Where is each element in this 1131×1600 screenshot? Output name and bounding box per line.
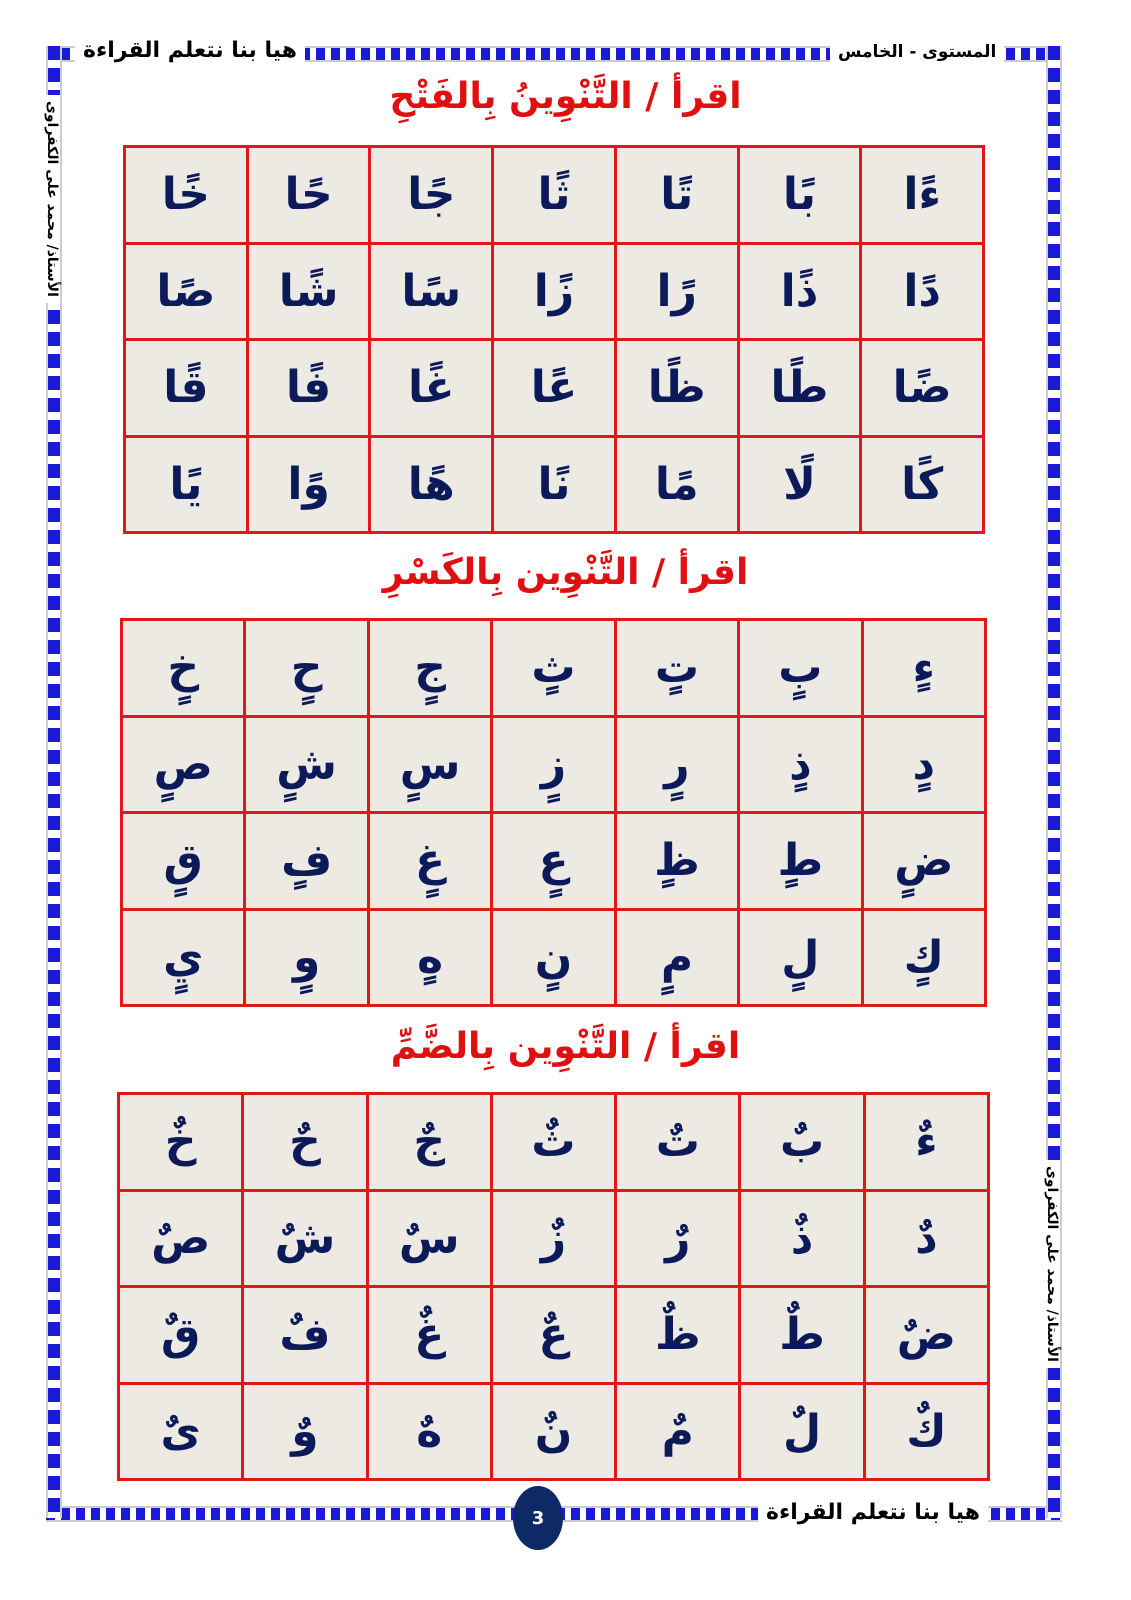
letter-cell: نًا xyxy=(494,438,614,532)
letter-cell: عٍ xyxy=(493,814,613,908)
letter-cell: كٍ xyxy=(864,911,984,1005)
letter-cell: رٌ xyxy=(617,1192,738,1286)
letter-cell: فٌ xyxy=(244,1288,365,1382)
letter-cell: حًا xyxy=(249,148,369,242)
letter-cell: ءٍ xyxy=(864,621,984,715)
letter-cell: زٌ xyxy=(493,1192,614,1286)
letter-cell: ثٌ xyxy=(493,1095,614,1189)
letter-cell: عًا xyxy=(494,341,614,435)
letter-cell: ثًا xyxy=(494,148,614,242)
letter-cell: غًا xyxy=(371,341,491,435)
letter-cell: قًا xyxy=(126,341,246,435)
letter-cell: تٍ xyxy=(617,621,737,715)
letter-cell: غٌ xyxy=(369,1288,490,1382)
letter-cell: قٌ xyxy=(120,1288,241,1382)
letter-cell: وٍ xyxy=(246,911,366,1005)
teacher-name-left: الأستاذ/ محمد على الكفراوى xyxy=(44,95,60,303)
letter-cell: وٌ xyxy=(244,1385,365,1479)
letter-cell: ذًا xyxy=(740,245,860,339)
letter-cell: صٌ xyxy=(120,1192,241,1286)
letter-cell: عٌ xyxy=(493,1288,614,1382)
letter-cell: لٌ xyxy=(741,1385,862,1479)
letter-cell: ضٌ xyxy=(866,1288,987,1382)
letter-cell: حٌ xyxy=(244,1095,365,1189)
section-title-kasra: اقرأ / التَّنْوِين بِالكَسْرِ xyxy=(382,552,749,593)
letter-cell: طًا xyxy=(740,341,860,435)
letter-cell: مٍ xyxy=(617,911,737,1005)
letter-cell: مًا xyxy=(617,438,737,532)
letter-cell: غٍ xyxy=(370,814,490,908)
letters-grid-fatha xyxy=(123,145,985,534)
letter-cell: دًا xyxy=(862,245,982,339)
section-title-fatha: اقرأ / التَّنْوِينُ بِالفَتْحِ xyxy=(389,76,742,117)
letter-cell: جٍ xyxy=(370,621,490,715)
letter-cell: شٍ xyxy=(246,718,366,812)
header-level: المستوى - الخامس xyxy=(830,42,1004,62)
letter-cell: خًا xyxy=(126,148,246,242)
letter-cell: فًا xyxy=(249,341,369,435)
letter-cell: خٌ xyxy=(120,1095,241,1189)
letter-cell: هًا xyxy=(371,438,491,532)
letter-cell: يًا xyxy=(126,438,246,532)
letter-cell: ىٌ xyxy=(120,1385,241,1479)
letter-cell: خٍ xyxy=(123,621,243,715)
letter-cell: نٌ xyxy=(493,1385,614,1479)
footer-series-title: هيا بنا نتعلم القراءة xyxy=(758,1500,988,1525)
letter-cell: زٍ xyxy=(493,718,613,812)
letter-cell: شًا xyxy=(249,245,369,339)
letter-cell: دٍ xyxy=(864,718,984,812)
letter-cell: وًا xyxy=(249,438,369,532)
header-series-title: هيا بنا نتعلم القراءة xyxy=(75,38,305,63)
letter-cell: سًا xyxy=(371,245,491,339)
letter-cell: ءٌ xyxy=(866,1095,987,1189)
letter-cell: بٌ xyxy=(741,1095,862,1189)
letter-cell: ظٌ xyxy=(617,1288,738,1382)
letter-cell: صٍ xyxy=(123,718,243,812)
letter-cell: يٍ xyxy=(123,911,243,1005)
letter-cell: ذٍ xyxy=(740,718,860,812)
letter-cell: لٍ xyxy=(740,911,860,1005)
letter-cell: سٍ xyxy=(370,718,490,812)
letter-cell: ظًا xyxy=(617,341,737,435)
letter-cell: زًا xyxy=(494,245,614,339)
letter-cell: قٍ xyxy=(123,814,243,908)
letter-cell: صًا xyxy=(126,245,246,339)
letter-cell: مٌ xyxy=(617,1385,738,1479)
letter-cell: كًا xyxy=(862,438,982,532)
letter-cell: حٍ xyxy=(246,621,366,715)
letter-cell: لًا xyxy=(740,438,860,532)
letter-cell: تًا xyxy=(617,148,737,242)
letter-cell: طٌ xyxy=(741,1288,862,1382)
page-number: 3 xyxy=(513,1486,563,1550)
letter-cell: جًا xyxy=(371,148,491,242)
letter-cell: فٍ xyxy=(246,814,366,908)
letter-cell: كٌ xyxy=(866,1385,987,1479)
letter-cell: بًا xyxy=(740,148,860,242)
letter-cell: ثٍ xyxy=(493,621,613,715)
section-title-damma: اقرأ / التَّنْوِين بِالضَّمِّ xyxy=(390,1026,741,1067)
letter-cell: دٌ xyxy=(866,1192,987,1286)
letter-cell: ذٌ xyxy=(741,1192,862,1286)
letter-cell: نٍ xyxy=(493,911,613,1005)
letter-cell: هٍ xyxy=(370,911,490,1005)
letter-cell: رًا xyxy=(617,245,737,339)
letter-cell: طٍ xyxy=(740,814,860,908)
teacher-name-right: الأستاذ/ محمد على الكفراوى xyxy=(1044,1160,1060,1368)
letter-cell: سٌ xyxy=(369,1192,490,1286)
letter-cell: ضًا xyxy=(862,341,982,435)
letter-cell: شٌ xyxy=(244,1192,365,1286)
letter-cell: بٍ xyxy=(740,621,860,715)
letters-grid-damma xyxy=(117,1092,990,1481)
letter-cell: تٌ xyxy=(617,1095,738,1189)
letters-grid-kasra xyxy=(120,618,987,1007)
letter-cell: هٌ xyxy=(369,1385,490,1479)
letter-cell: ضٍ xyxy=(864,814,984,908)
letter-cell: رٍ xyxy=(617,718,737,812)
letter-cell: ءًا xyxy=(862,148,982,242)
letter-cell: جٌ xyxy=(369,1095,490,1189)
letter-cell: ظٍ xyxy=(617,814,737,908)
